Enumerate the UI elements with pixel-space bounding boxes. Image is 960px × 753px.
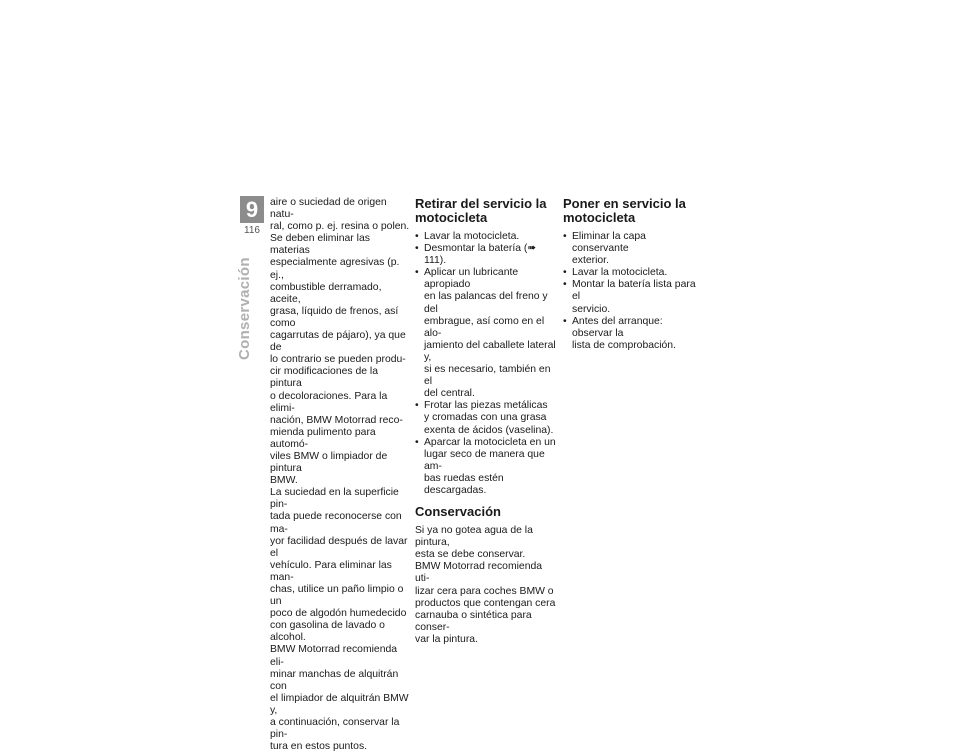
list-item: • Lavar la motocicleta. [563,267,705,279]
text-line: tada puede reconocerse con ma- [270,511,402,535]
chapter-number: 9 [240,196,264,223]
text-line: a continuación, conservar la pin- [270,717,400,741]
list-item: • Frotar las piezas metálicas y cromadas con una grasa exenta de ácidos (vaselina). [415,400,557,436]
text-column-2 [415,197,557,646]
text-line: minar manchas de alquitrán con [270,668,399,692]
text-column-1 [270,197,412,753]
text-line: o decoloraciones. Para la elimi- [270,390,388,414]
text-line: var la pintura. [415,633,478,645]
list-item: • Eliminar la capa conservante exterior. [563,231,705,267]
section-heading-retirar: Retirar del servicio la motocicleta [415,196,547,225]
list-item: • Aplicar un lubricante apropiado en las palancas del freno y del embrague, así como en el alo- jamiento del caballete lateral y, si es necesario, también en el del central. [415,267,557,400]
text-line: esta se debe conservar. [415,549,526,561]
text-line: productos que contengan cera [415,597,556,609]
section-heading-poner: Poner en servicio la motocicleta [563,196,686,225]
text-line: aire o suciedad de origen natu- [270,197,387,221]
section-heading-conservacion: Conservación [415,504,501,520]
text-line: cir modificaciones de la pintura [270,366,378,390]
text-line: BMW Motorrad recomienda eli- [270,644,398,668]
text-line: combustible derramado, aceite, [270,281,382,305]
list-item: • Desmontar la batería (➠ 111). [415,243,557,267]
list-item: • Antes del arranque: observar la lista de comprobación. [563,316,705,352]
paragraph [270,197,412,753]
text-line: tura en estos puntos. [270,741,368,753]
chapter-title: Conservación [236,257,253,360]
text-line: mienda pulimento para automó- [270,426,376,450]
text-line: vehículo. Para eliminar las man- [270,559,392,583]
text-line: chas, utilice un paño limpio o un [270,584,404,608]
text-line: ral, como p. ej. resina o polen. [270,221,410,233]
text-line: Se deben eliminar las materias [270,233,370,257]
text-line: poco de algodón humedecido [270,608,407,620]
text-line: BMW Motorrad recomienda uti- [415,561,543,585]
text-line: BMW. [270,475,298,487]
text-line: cagarrutas de pájaro), ya que de [270,330,406,354]
text-line: La suciedad en la superficie pin- [270,487,399,511]
text-line: el limpiador de alquitrán BMW y, [270,692,409,716]
bullet-list [563,231,705,352]
chapter-marker [240,196,264,240]
text-line: Si ya no gotea agua de la pintura, [415,525,533,549]
bullet-list [415,231,557,497]
list-item: • Aparcar la motocicleta en un lugar seco de manera que am- bas ruedas estén descargadas. [415,437,557,497]
text-line: nación, BMW Motorrad reco- [270,414,403,426]
text-line: yor facilidad después de lavar el [270,535,408,559]
text-line: carnauba o sintética para conser- [415,609,532,633]
text-line: viles BMW o limpiador de pintura [270,450,388,475]
paragraph [415,525,557,646]
list-item: • Montar la batería lista para el servicio. [563,279,705,315]
text-line: grasa, líquido de frenos, así como [270,305,399,329]
page-number: 116 [244,225,260,236]
text-column-3 [563,197,705,352]
text-line: especialmente agresivas (p. ej., [270,257,400,281]
text-line: lizar cera para coches BMW o [415,585,554,597]
text-line: con gasolina de lavado o alcohol. [270,620,385,644]
text-line: lo contrario se pueden produ- [270,354,406,366]
list-item: • Lavar la motocicleta. [415,231,557,243]
